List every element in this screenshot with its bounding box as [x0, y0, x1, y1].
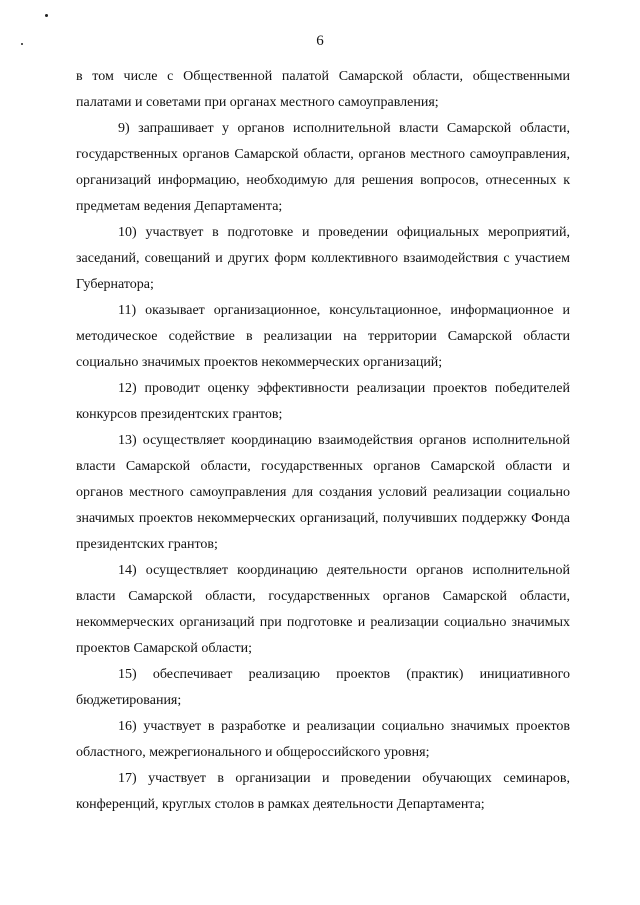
paragraph-item-17: 17) участвует в организации и проведении обучающих семинаров, конференций, круглых столов в рамках деятельности Департамента;: [76, 771, 570, 812]
paragraph-item-15: 15) обеспечивает реализацию проектов (практик) инициативного бюджетирования;: [76, 667, 570, 708]
paragraph-item-16: 16) участвует в разработке и реализации социально значимых проектов областного, межрегионального и общероссийского уровня;: [76, 719, 570, 760]
paragraph-item-12: 12) проводит оценку эффективности реализации проектов победителей конкурсов президентских грантов;: [76, 381, 570, 422]
paragraph-item-9: 9) запрашивает у органов исполнительной власти Самарской области, государственных органов Самарской области, органов местного самоуправления, организаций информацию, необходимую для решения вопросов, отнесенных к предметам ведения Департамента;: [76, 121, 570, 214]
page-number: 6: [316, 33, 324, 49]
paragraph-item-10: 10) участвует в подготовке и проведении официальных мероприятий, заседаний, совещаний и других форм коллективного взаимодействия с участием Губернатора;: [76, 225, 570, 292]
paragraph-item-14: 14) осуществляет координацию деятельности органов исполнительной власти Самарской области, государственных органов Самарской области, некоммерческих организаций при подготовке и реализации социально значимых проектов Самарской области;: [76, 563, 570, 656]
document-body: [76, 64, 570, 818]
paragraph-item-13: 13) осуществляет координацию взаимодействия органов исполнительной власти Самарской области, государственных органов Самарской области и органов местного самоуправления для создания условий реализации социально значимых проектов некоммерческих организаций, получивших поддержку Фонда президентских грантов;: [76, 433, 570, 552]
scan-speck: [45, 14, 48, 17]
paragraph-continuation: в том числе с Общественной палатой Самарской области, общественными палатами и советами при органах местного самоуправления;: [76, 69, 570, 110]
paragraph-item-11: 11) оказывает организационное, консультационное, информационное и методическое содействие в реализации на территории Самарской области социально значимых проектов некоммерческих организаций;: [76, 303, 570, 370]
